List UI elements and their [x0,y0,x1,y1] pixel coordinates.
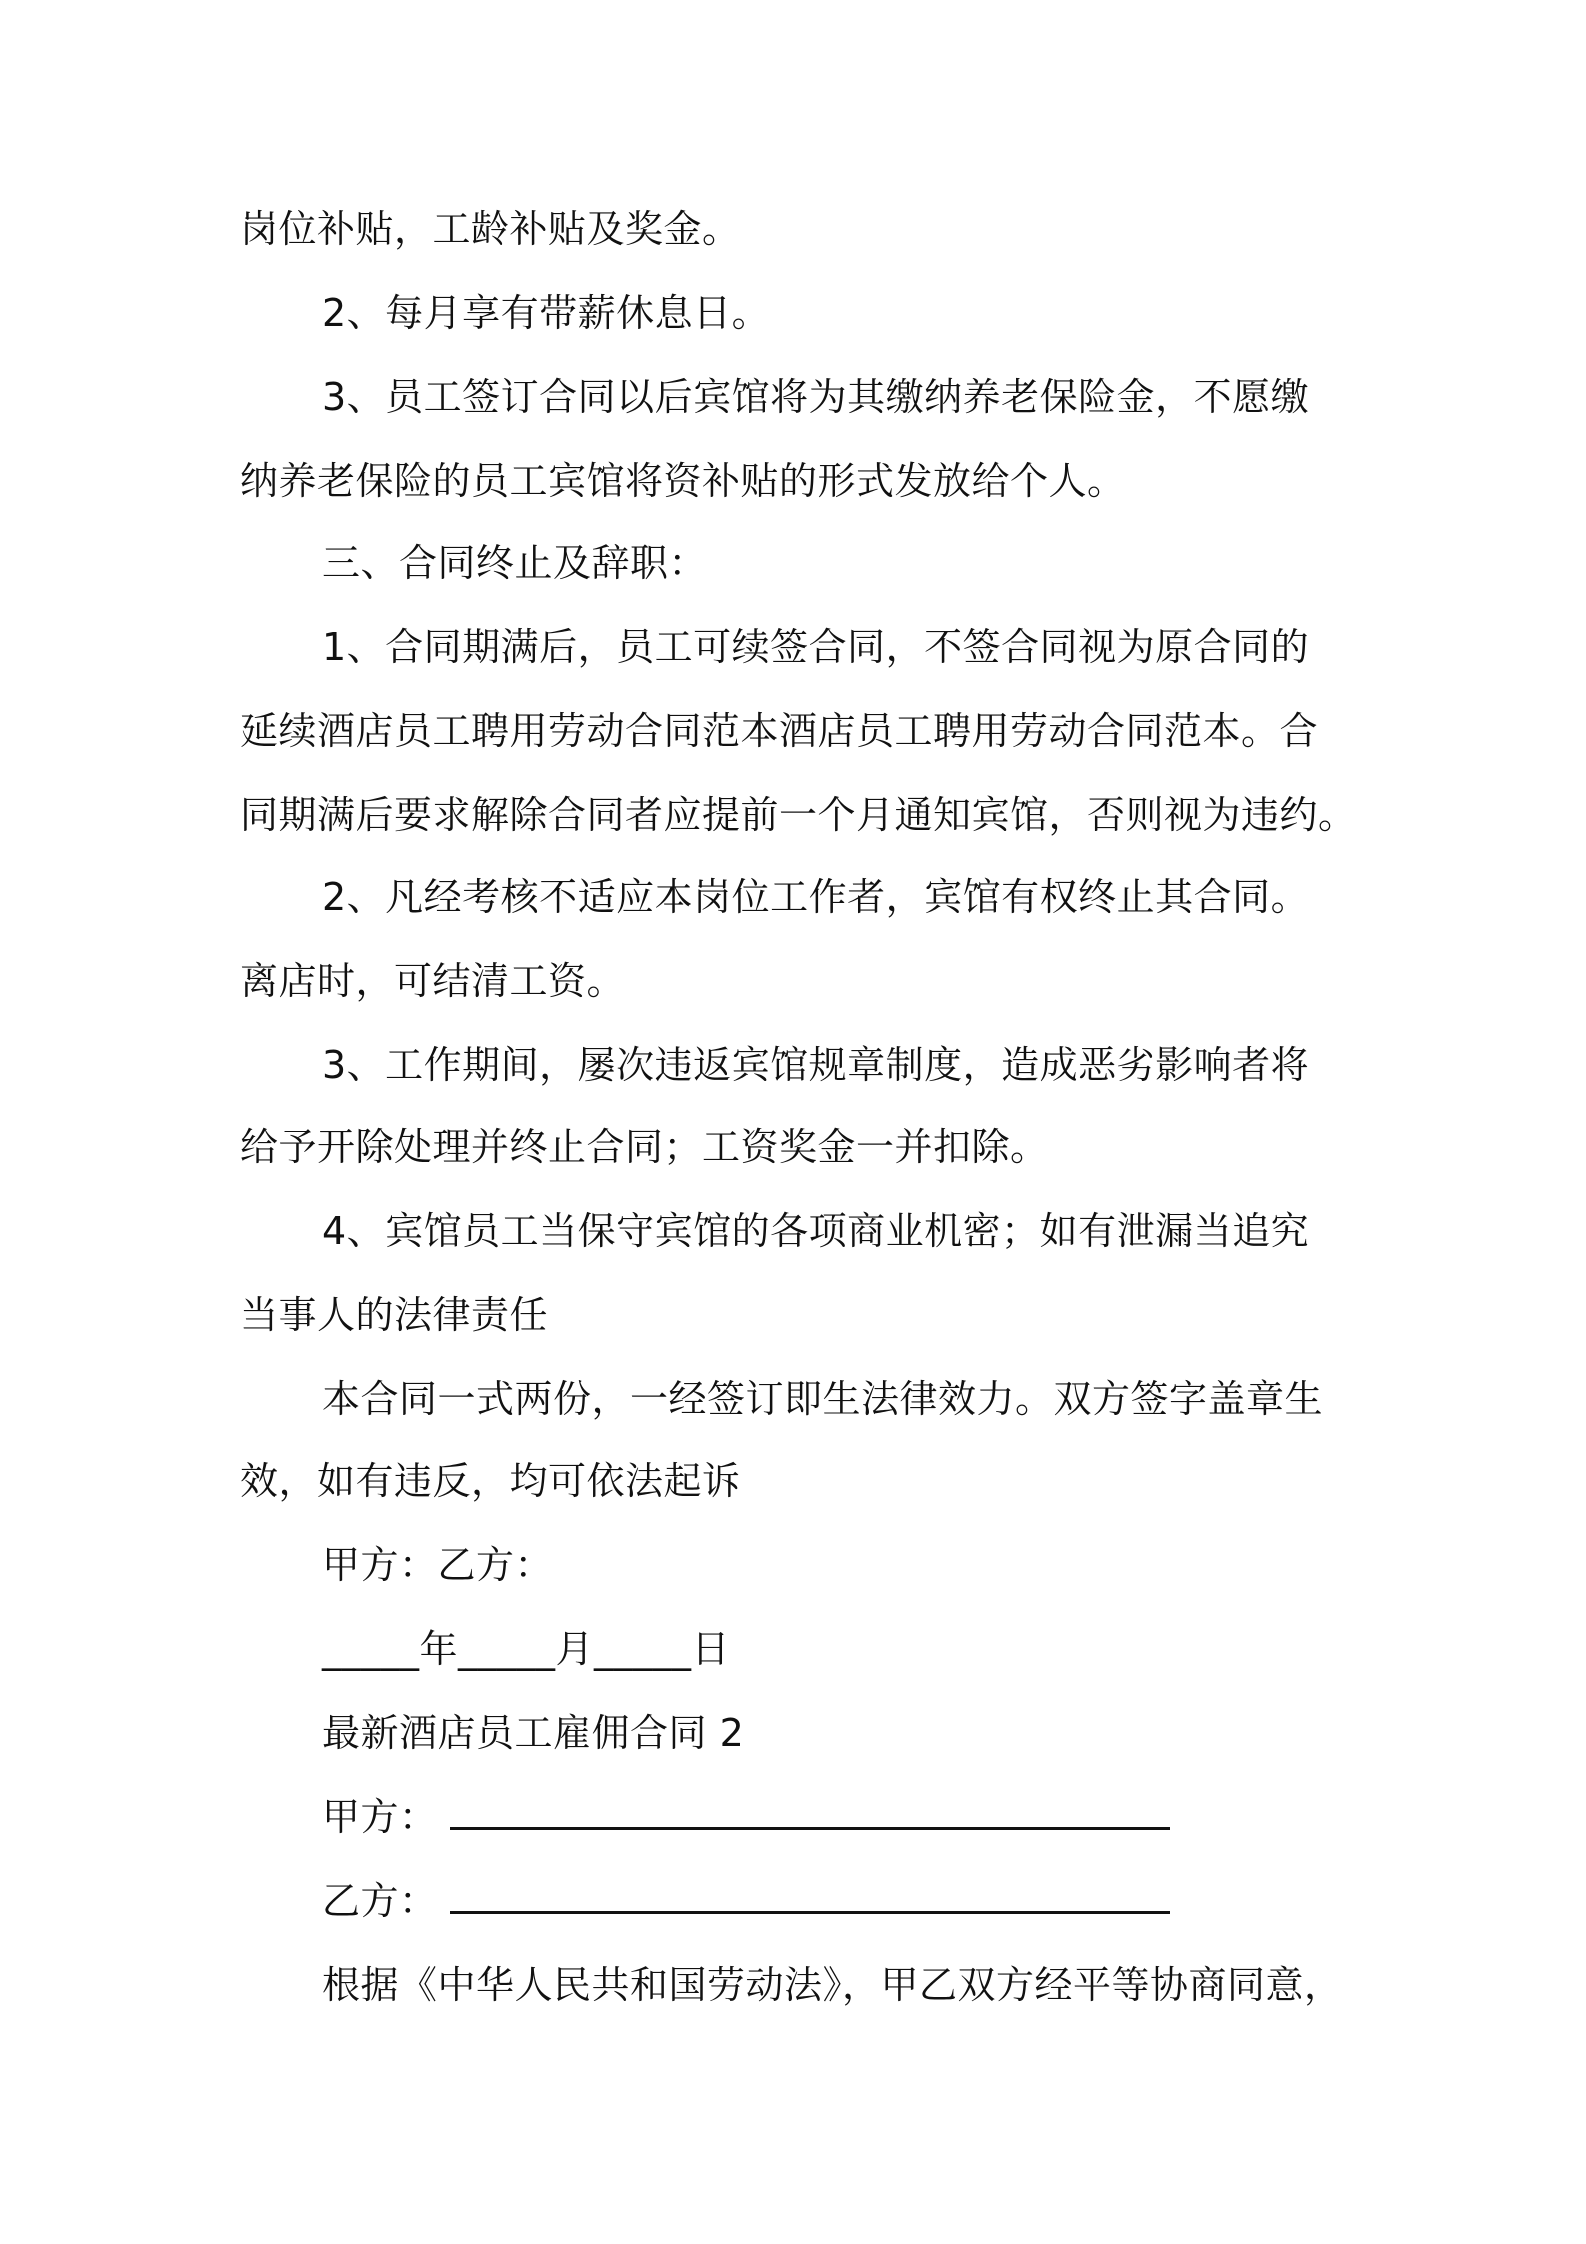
paragraph-line: 当事人的法律责任 [240,1293,549,1337]
paragraph-line: 给予开除处理并终止合同；工资奖金一并扣除。 [240,1125,1049,1169]
party-signature-line: 甲方：乙方： [322,1543,554,1587]
paragraph-line: 2、每月享有带薪休息日。 [322,291,771,335]
contract-title: 最新酒店员工雇佣合同 2 [322,1711,745,1755]
paragraph-line: 2、凡经考核不适应本岗位工作者，宾馆有权终止其合同。 [322,875,1310,919]
paragraph-line: 岗位补贴，工龄补贴及奖金。 [240,207,741,251]
paragraph-line: 效，如有违反，均可依法起诉 [240,1459,741,1503]
paragraph-line: 延续酒店员工聘用劳动合同范本酒店员工聘用劳动合同范本。合 [240,709,1319,753]
paragraph-line: 根据《中华人民共和国劳动法》，甲乙双方经平等协商同意， [322,1963,1343,2007]
paragraph-line: 本合同一式两份，一经签订即生法律效力。双方签字盖章生 [322,1377,1324,1421]
paragraph-line: 离店时，可结清工资。 [240,959,626,1003]
section-heading: 三、合同终止及辞职： [322,541,708,585]
party-b-line [322,1876,1170,1926]
date-line: _____年_____月_____日 [322,1627,731,1671]
paragraph-line: 1、合同期满后，员工可续签合同，不签合同视为原合同的 [322,625,1310,669]
paragraph-line: 同期满后要求解除合同者应提前一个月通知宾馆，否则视为违约。 [240,793,1357,837]
party-a-label: 甲方： [322,1795,438,1839]
party-a-line [322,1792,1170,1842]
party-b-blank [450,1877,1170,1914]
paragraph-line: 纳养老保险的员工宾馆将资补贴的形式发放给个人。 [240,459,1126,503]
party-a-blank [450,1793,1170,1830]
party-b-label: 乙方： [322,1879,438,1923]
paragraph-line: 3、工作期间，屡次违返宾馆规章制度，造成恶劣影响者将 [322,1043,1310,1087]
paragraph-line: 3、员工签订合同以后宾馆将为其缴纳养老保险金，不愿缴 [322,375,1310,419]
paragraph-line: 4、宾馆员工当保守宾馆的各项商业机密；如有泄漏当追究 [322,1209,1310,1253]
